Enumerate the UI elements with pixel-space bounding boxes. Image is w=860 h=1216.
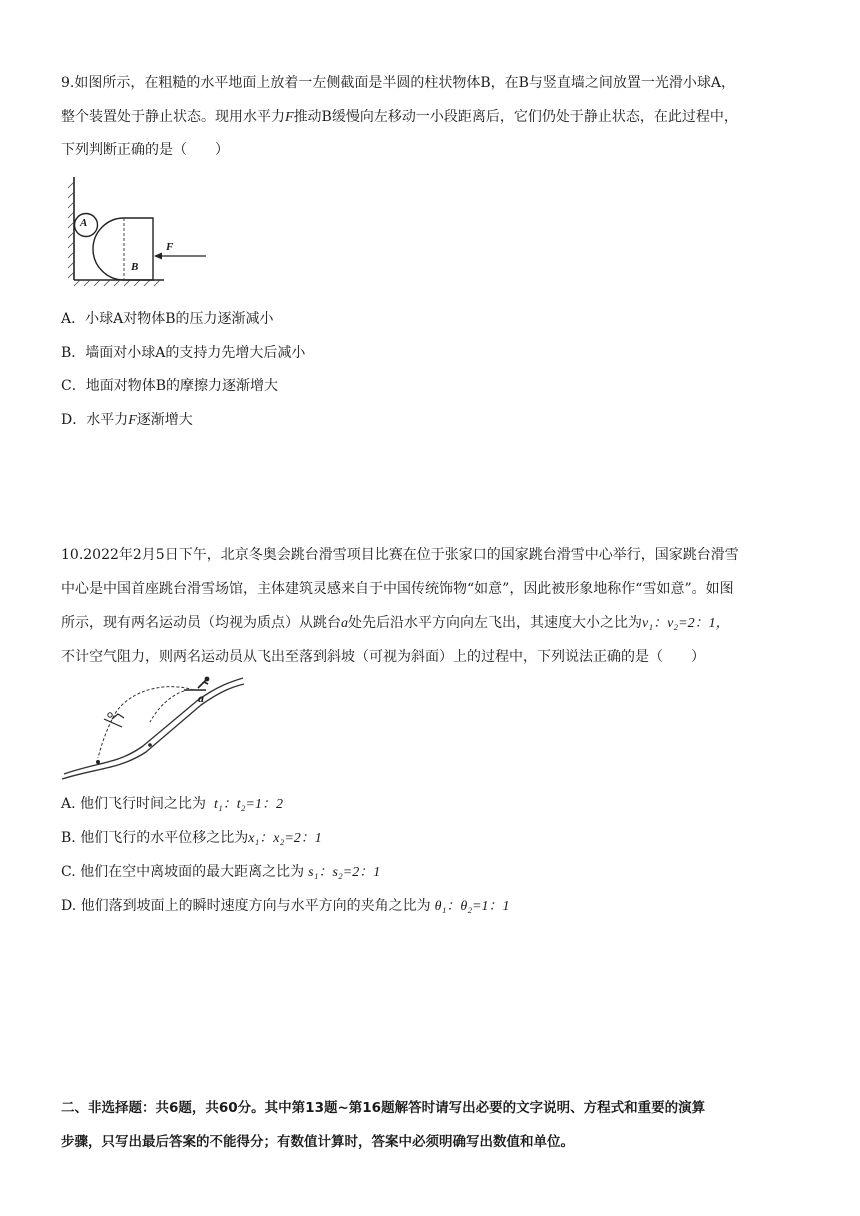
q10-stem-line-3-b: 处先后沿水平方向向左飞出，其速度大小之比为 (348, 615, 642, 631)
q10-option-b-expr: x₁：x₂=2：1 (248, 831, 322, 846)
q10-option-a-text: A. 他们飞行时间之比为 (61, 796, 207, 812)
q10-point-a-label: a (198, 691, 204, 705)
q9-option-d (61, 411, 801, 430)
q9-figure-wall-ball-block (64, 172, 214, 290)
q9-stem-line-2-a: 整个装置处于静止状态。现用水平力 (61, 109, 285, 125)
q9-option-d-b: 逐渐增大 (136, 412, 193, 428)
q9-option-a: A．小球A对物体B的压力逐渐减小 (61, 311, 274, 327)
q10-option-b (61, 829, 801, 848)
q10-stem-line-4: 不计空气阻力，则两名运动员从飞出至落到斜坡（可视为斜面）上的过程中，下列说法正确的是（ ） (61, 649, 705, 665)
q10-option-b-text: B. 他们飞行的水平位移之比为 (61, 830, 249, 846)
q10-point-var: a (341, 616, 348, 631)
q9-stem-line-2 (61, 108, 801, 127)
q9-option-d-a: D．水平力 (61, 412, 129, 428)
q9-stem-line-2-b: 推动B缓慢向左移动一小段距离后，它们仍处于静止状态，在此过程中， (293, 109, 738, 125)
section-2-line-1: 二、非选择题：共6题，共60分。其中第13题~第16题解答时请写出必要的文字说明、方程式和重要的演算 (61, 1100, 706, 1116)
q10-option-c-text: C. 他们在空中离坡面的最大距离之比为 (61, 864, 305, 880)
section-2-line-2: 步骤，只写出最后答案的不能得分；有数值计算时，答案中必须明确写出数值和单位。 (61, 1134, 574, 1150)
q10-option-d (61, 897, 801, 916)
q9-stem-line-3: 下列判断正确的是（ ） (61, 142, 229, 158)
q10-option-d-expr: θ₁：θ₂=1：1 (434, 899, 510, 914)
q9-block-label: B (131, 261, 139, 273)
q9-force-label: F (166, 241, 174, 253)
q9-stem-line-1: 9.如图所示，在粗糙的水平地面上放着一左侧截面是半圆的柱状物体B，在B与竖直墙之间放置一光滑小球A， (61, 75, 736, 91)
q9-option-d-var: F (128, 413, 137, 428)
q9-force-var: F (285, 110, 294, 125)
q10-option-c-expr: s₁：s₂=2：1 (308, 865, 381, 880)
q10-option-a (61, 795, 801, 814)
q10-option-d-text: D. 他们落到坡面上的瞬时速度方向与水平方向的夹角之比为 (61, 898, 431, 914)
q10-option-a-expr: t₁：t₂=1：2 (214, 797, 283, 812)
q10-stem-line-1: 10.2022年2月5日下午，北京冬奥会跳台滑雪项目比赛在位于张家口的国家跳台滑雪中心举行，国家跳台滑雪 (61, 547, 739, 563)
q9-option-b: B．墙面对小球A的支持力先增大后减小 (61, 345, 306, 361)
q10-stem-line-3 (61, 614, 801, 633)
q10-stem-line-2: 中心是中国首座跳台滑雪场馆，主体建筑灵感来自于中国传统饰物“如意”，因此被形象地称作“雪如意”。如图 (61, 581, 734, 597)
q10-speed-ratio: v₁：v₂=2：1， (642, 616, 730, 631)
q10-figure-ski-slope (58, 672, 248, 782)
q9-option-c: C．地面对物体B的摩擦力逐渐增大 (61, 378, 278, 394)
q10-stem-line-3-a: 所示，现有两名运动员（均视为质点）从跳台 (61, 615, 341, 631)
q10-option-c (61, 863, 801, 882)
q9-ball-label: A (80, 217, 88, 229)
